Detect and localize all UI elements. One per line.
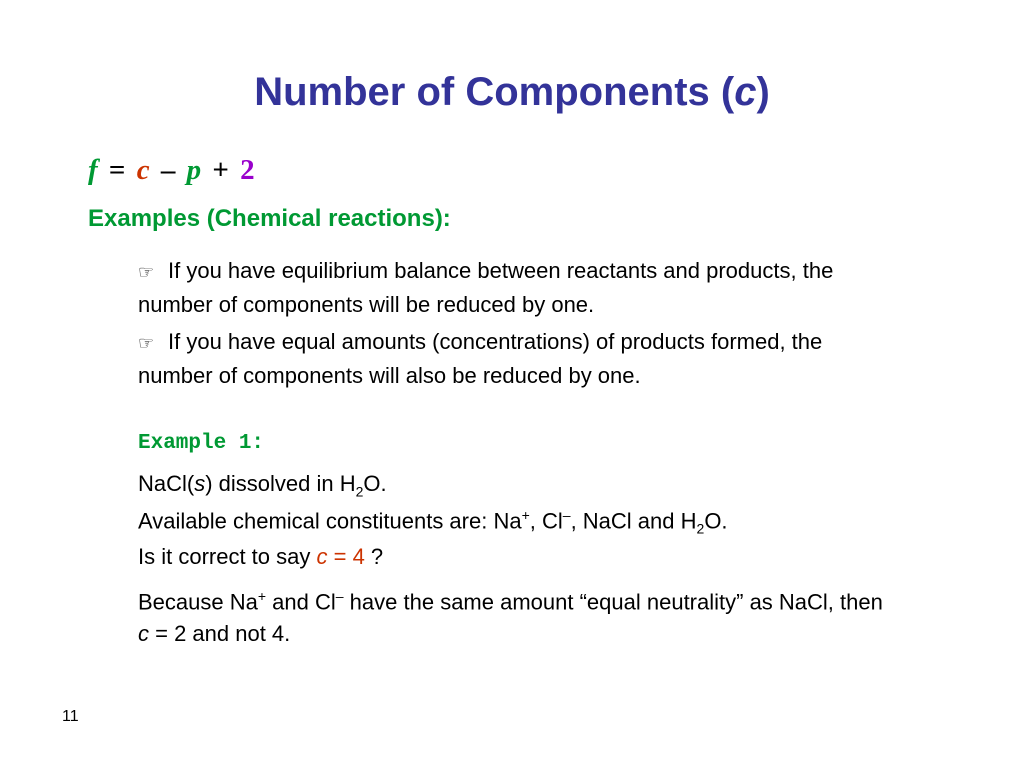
state-symbol: s	[194, 471, 206, 496]
formula-two: 2	[240, 154, 255, 186]
text: and Cl	[266, 589, 336, 615]
bullet-item-2	[138, 326, 898, 392]
example-line-4	[138, 580, 898, 650]
text: , Cl	[529, 508, 563, 534]
value: = 4	[327, 544, 365, 569]
page-number: 11	[62, 708, 79, 725]
example-line-1	[138, 471, 387, 499]
text: ?	[364, 544, 384, 569]
superscript: –	[562, 507, 571, 523]
text: NaCl(	[138, 471, 195, 496]
subscript: 2	[355, 483, 364, 500]
bullet-text: If you have equal amounts (concentrations) of products formed, the number of components will also be reduced by one.	[138, 329, 823, 388]
subscript: 2	[696, 520, 705, 537]
bullet-item-1	[138, 255, 898, 321]
text: ) dissolved in H	[205, 471, 356, 496]
example-line-3	[138, 544, 383, 570]
formula-p: p	[186, 154, 202, 186]
text: = 2 and not 4.	[149, 621, 291, 647]
phase-rule-formula	[88, 154, 255, 187]
text: O.	[704, 508, 728, 534]
text: Available chemical constituents are: Na	[138, 508, 522, 534]
pointing-hand-icon: ☞	[138, 333, 155, 354]
formula-plus: +	[212, 154, 229, 186]
text: O.	[363, 471, 387, 496]
formula-equals: =	[108, 154, 126, 186]
slide-title	[0, 70, 1024, 115]
variable-c: c	[138, 621, 149, 647]
title-text: Number of Components (	[254, 70, 735, 114]
text: Is it correct to say	[138, 544, 317, 569]
pointing-hand-icon: ☞	[138, 262, 155, 283]
example-label: Example 1:	[138, 432, 265, 455]
formula-f: f	[88, 154, 98, 186]
variable-c: c	[316, 544, 328, 569]
title-close: )	[756, 70, 770, 114]
text: have the same amount “equal neutrality” as NaCl, then	[343, 589, 883, 615]
superscript: +	[257, 588, 267, 604]
superscript: +	[521, 507, 530, 523]
text: Because Na	[138, 589, 258, 615]
superscript: –	[335, 588, 344, 604]
title-variable: c	[734, 70, 757, 114]
example-line-2	[138, 507, 728, 537]
bullet-text: If you have equilibrium balance between reactants and products, the number of components will be reduced by one.	[138, 258, 834, 317]
formula-minus: –	[160, 154, 176, 186]
formula-c: c	[136, 154, 150, 186]
examples-heading: Examples (Chemical reactions):	[88, 205, 451, 232]
text: , NaCl and H	[570, 508, 697, 534]
